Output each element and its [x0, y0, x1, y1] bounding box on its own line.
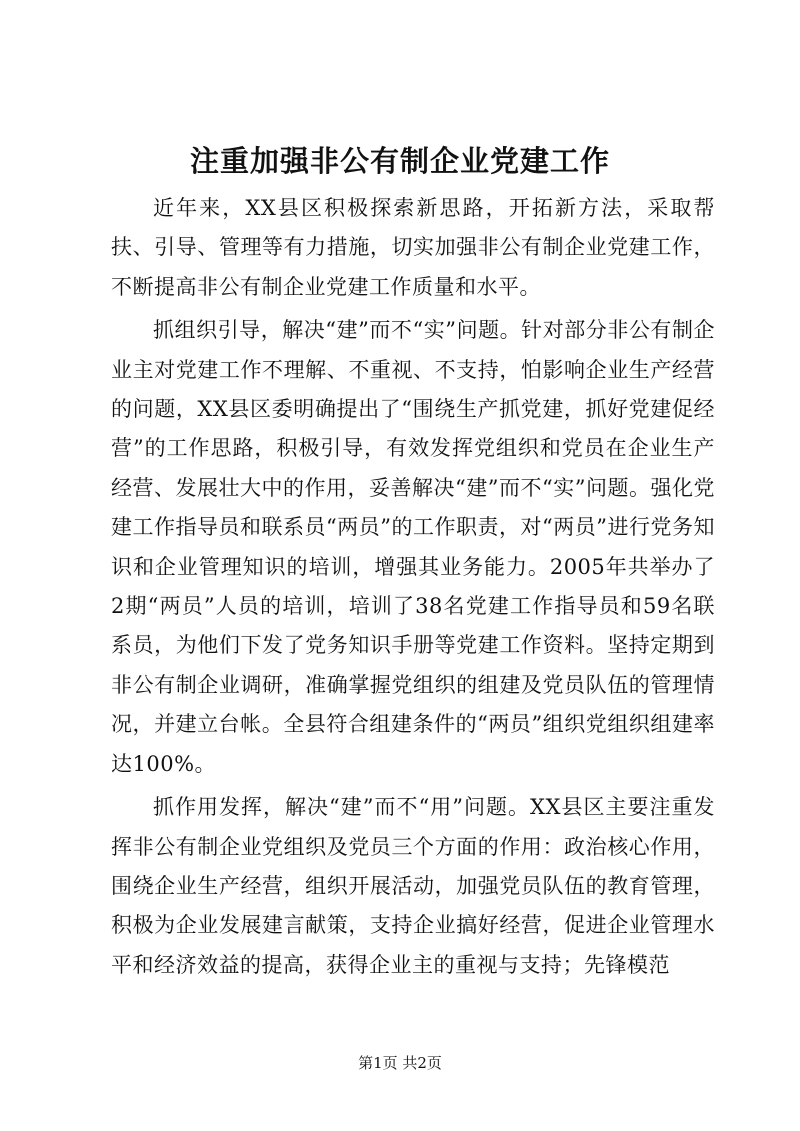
paragraph-role-play: 抓作用发挥，解决“建”而不“用”问题。XX县区主要注重发挥非公有制企业党组织及党员三个方面的作用：政治核心作用，围绕企业生产经营，组织开展活动，加强党员队伍的教育管理，积极为企业发展建言献策，支持企业搞好经营，促进企业管理水平和经济效益的提高，获得企业主的重视与支持；先锋模范	[111, 795, 715, 977]
document-body	[111, 189, 715, 989]
document-title: 注重加强非公有制企业党建工作	[189, 144, 610, 178]
page-number-footer: 第1页 共2页	[358, 1054, 442, 1072]
paragraph-intro: 近年来，XX县区积极探索新思路，开拓新方法，采取帮扶、引导、管理等有力措施，切实加强非公有制企业党建工作，不断提高非公有制企业党建工作质量和水平。	[111, 196, 715, 299]
paragraph-organization-guidance: 抓组织引导，解决“建”而不“实”问题。针对部分非公有制企业主对党建工作不理解、不重视、不支持，怕影响企业生产经营的问题，XX县区委明确提出了“围绕生产抓党建，抓好党建促经营”的工作思路，积极引导，有效发挥党组织和党员在企业生产经营、发展壮大中的作用，妥善解决“建”而不“实”问题。强化党建工作指导员和联系员“两员”的工作职责，对“两员”进行党务知识和企业管理知识的培训，增强其业务能力。2005年共举办了2期“两员”人员的培训，培训了38名党建工作指导员和59名联系员，为他们下发了党务知识手册等党建工作资料。坚持定期到非公有制企业调研，准确掌握党组织的组建及党员队伍的管理情况，并建立台帐。全县符合组建条件的“两员”组织党组织组建率达100%。	[111, 318, 715, 776]
